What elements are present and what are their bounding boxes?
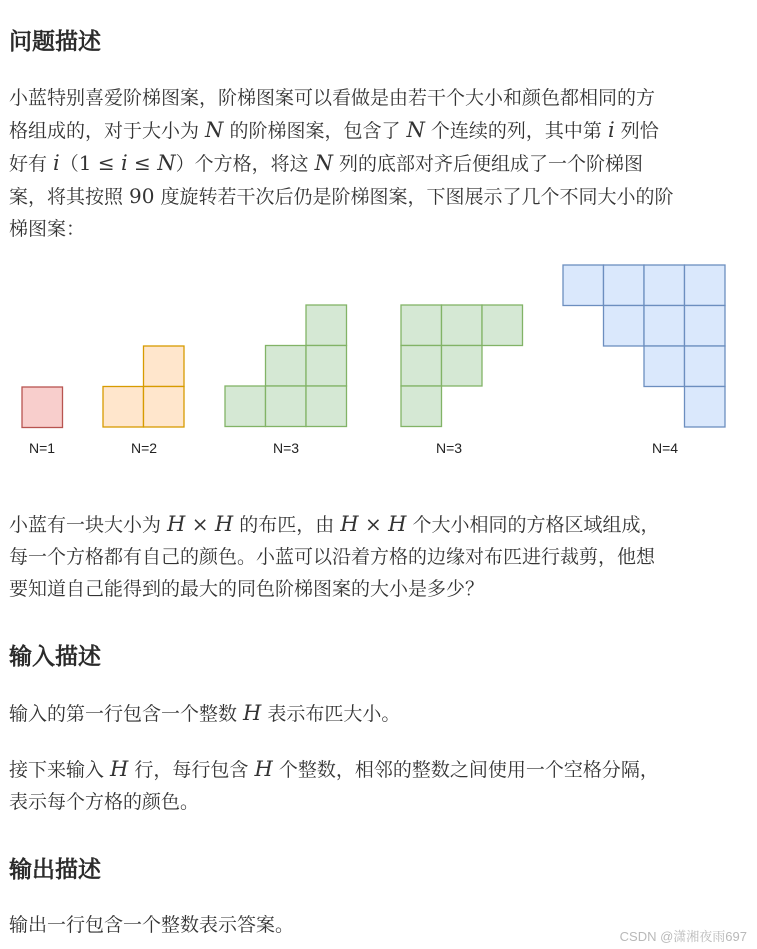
- staircase-cell: [685, 306, 726, 347]
- text: 的阶梯图案，包含了: [223, 120, 407, 142]
- text: 个大小相同的方格区域组成，: [406, 514, 660, 536]
- math: 1 ≤: [78, 151, 121, 175]
- staircase-cell: [144, 387, 185, 428]
- math-var: H: [254, 757, 273, 781]
- problem-paragraph-2: [9, 508, 744, 605]
- input-line-1: [9, 697, 744, 730]
- staircase-label: N=4: [651, 440, 679, 456]
- staircase-pattern-5: [563, 265, 725, 456]
- text: 个整数，相邻的整数之间使用一个空格分隔，: [272, 759, 659, 781]
- staircase-cell: [644, 346, 685, 387]
- math: ×: [185, 512, 215, 536]
- text: 列恰: [614, 120, 659, 142]
- text: 输入的第一行包含一个整数: [9, 703, 244, 725]
- staircase-cell: [266, 386, 307, 427]
- math-var: H: [388, 512, 407, 536]
- math-var: N: [157, 151, 176, 175]
- math-var: H: [110, 757, 129, 781]
- staircase-label: N=2: [130, 440, 158, 456]
- math-var: N: [205, 118, 224, 142]
- math: ≤: [127, 151, 158, 175]
- math-var: H: [243, 701, 262, 725]
- staircase-cell: [563, 265, 604, 306]
- staircase-cell: [103, 387, 144, 428]
- problem-paragraph-1: [9, 82, 744, 245]
- staircase-cell: [22, 387, 63, 428]
- text: 小蓝特别喜爱阶梯图案，阶梯图案可以看做是由若干个大小和颜色都相同的方: [9, 87, 656, 109]
- text: 梯图案：: [9, 218, 86, 240]
- text: 小蓝有一块大小为: [9, 514, 168, 536]
- input-line-2: [9, 753, 744, 818]
- text: 列的底部对齐后便组成了一个阶梯图: [333, 153, 644, 175]
- csdn-watermark: CSDN @潇湘夜雨697: [619, 929, 747, 944]
- staircase-cell: [604, 306, 645, 347]
- text: 个方格，将这: [194, 153, 315, 175]
- input-description-heading: 输入描述: [9, 644, 101, 670]
- staircase-pattern-3: [225, 305, 347, 456]
- text: 每一个方格都有自己的颜色。小蓝可以沿着方格的边缘对布匹进行裁剪，他想: [9, 546, 656, 568]
- staircase-cell: [144, 346, 185, 387]
- staircase-cell: [306, 346, 347, 387]
- output-line-1: 输出一行包含一个整数表示答案。: [9, 914, 295, 936]
- math-var: H: [214, 512, 234, 536]
- staircase-figure: [9, 258, 749, 468]
- staircase-cell: [306, 386, 347, 427]
- math-number: 90: [129, 184, 155, 208]
- text: 格组成的，对于大小为: [9, 120, 206, 142]
- staircase-cell: [401, 386, 442, 427]
- text: ）: [175, 153, 195, 175]
- staircase-cell: [401, 305, 442, 346]
- staircase-label: N=3: [435, 440, 463, 456]
- text: 接下来输入: [9, 759, 111, 781]
- text: （: [59, 153, 79, 175]
- math-var: i: [53, 151, 60, 175]
- staircase-cell: [225, 386, 266, 427]
- staircase-cell: [644, 265, 685, 306]
- math-var: H: [340, 512, 359, 536]
- staircase-label: N=3: [272, 440, 300, 456]
- staircase-pattern-1: [22, 387, 63, 456]
- staircase-cell: [306, 305, 347, 346]
- output-description-heading: 输出描述: [9, 857, 101, 883]
- staircase-label: N=1: [28, 440, 56, 456]
- text: 的布匹，由: [233, 514, 341, 536]
- staircase-pattern-4: [401, 305, 523, 456]
- staircase-cell: [442, 305, 483, 346]
- text: 好有: [9, 153, 54, 175]
- text: 要知道自己能得到的最大的同色阶梯图案的大小是多少？: [9, 578, 485, 600]
- problem-description-heading: 问题描述: [9, 29, 101, 55]
- staircase-cell: [482, 305, 523, 346]
- staircase-pattern-2: [103, 346, 184, 456]
- math-var: H: [167, 512, 186, 536]
- staircase-cell: [266, 346, 307, 387]
- text: 表示布匹大小。: [261, 703, 401, 725]
- math-var: N: [314, 151, 333, 175]
- text: 行，每行包含: [128, 759, 255, 781]
- math-var: i: [120, 151, 128, 175]
- math: ×: [358, 512, 389, 536]
- text: 案，将其按照: [9, 186, 130, 208]
- text: 度旋转若干次后仍是阶梯图案，下图展示了几个不同大小的阶: [154, 186, 674, 208]
- staircase-cell: [685, 387, 726, 428]
- staircase-cell: [442, 346, 483, 387]
- math-var: i: [607, 118, 615, 142]
- staircase-cell: [685, 346, 726, 387]
- staircase-cell: [401, 346, 442, 387]
- text: 表示每个方格的颜色。: [9, 791, 200, 813]
- staircase-cell: [604, 265, 645, 306]
- math-var: N: [406, 118, 425, 142]
- staircase-diagram: [9, 258, 749, 468]
- staircase-cell: [644, 306, 685, 347]
- text: 个连续的列，其中第: [424, 120, 608, 142]
- staircase-cell: [685, 265, 726, 306]
